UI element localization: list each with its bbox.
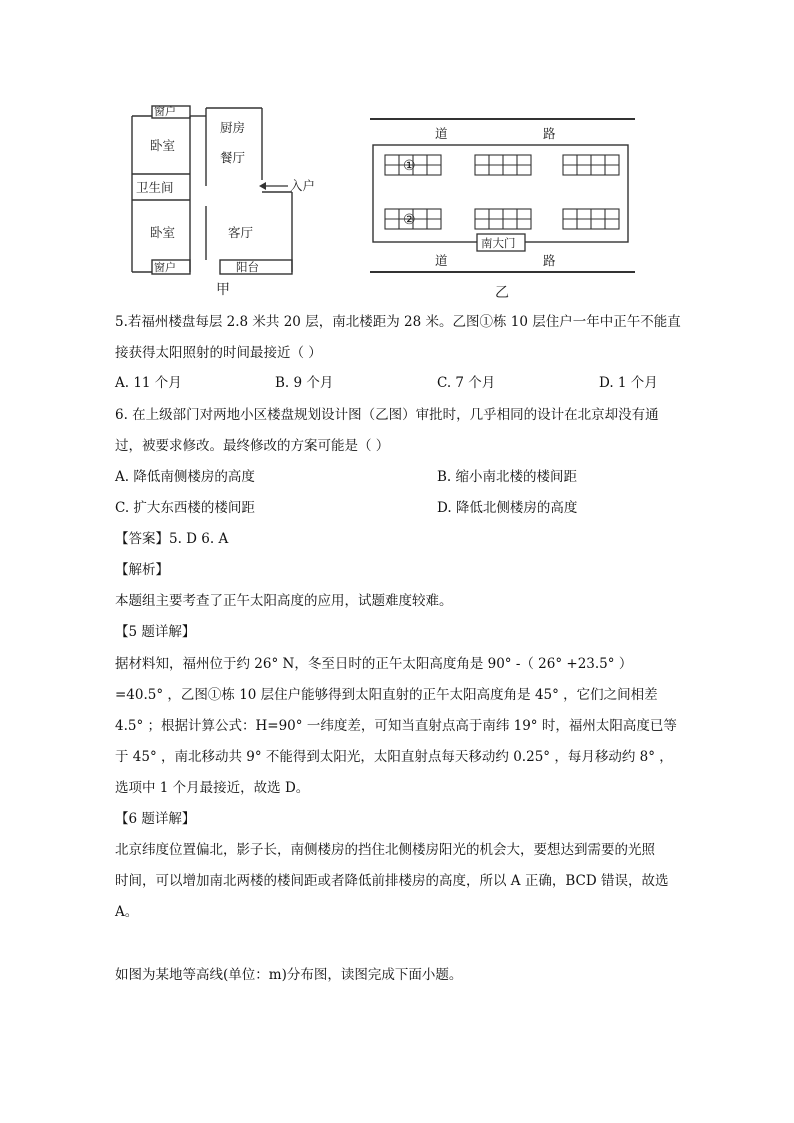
q5-option-d: D. 1 个月 [599, 375, 658, 391]
q5-stem-line1: 5.若福州楼盘每层 2.8 米共 20 层，南北楼距为 28 米。乙图①栋 10 层住户一年中正午不能直 [115, 314, 681, 330]
detail5-line5: 选项中 1 个月最接近，故选 D。 [115, 780, 310, 796]
arrow-head-icon [259, 182, 266, 190]
building-1-label: ① [403, 158, 416, 174]
window-top-label: 窗户 [154, 105, 176, 118]
entrance-label: 入户 [290, 178, 316, 193]
q6-option-d: D. 降低北侧楼房的高度 [437, 500, 578, 516]
bedroom-top-label: 卧室 [150, 138, 176, 153]
q6-stem-line2: 过，被要求修改。最终修改的方案可能是（ ） [115, 438, 390, 454]
floor-plan-svg [128, 100, 328, 300]
figure-floor-plan [128, 100, 328, 300]
q5-option-a: A. 11 个月 [115, 375, 182, 391]
figure-yi-caption: 乙 [495, 285, 509, 301]
figure-site-plan [365, 112, 640, 302]
living-room-label: 客厅 [228, 225, 254, 240]
q5-stem-line2: 接获得太阳照射的时间最接近（ ） [115, 345, 322, 361]
analysis-text: 本题组主要考查了正午太阳高度的应用，试题难度较难。 [115, 593, 453, 609]
road-top-right-label: 路 [543, 126, 556, 141]
bedroom-bottom-label: 卧室 [150, 225, 176, 240]
answer-line: 【答案】5. D 6. A [115, 531, 229, 547]
q5-option-c: C. 7 个月 [437, 375, 496, 391]
dining-label: 餐厅 [220, 150, 246, 165]
detail5-line3: 4.5° ；根据计算公式：H=90° 一纬度差，可知当直射点高于南纬 19° 时，福州太阳高度已等 [115, 718, 677, 734]
road-top-left-label: 道 [435, 126, 448, 141]
q6-option-c: C. 扩大东西楼的楼间距 [115, 500, 255, 516]
analysis-heading: 【解析】 [115, 562, 169, 578]
detail5-line4: 于 45° ，南北移动共 9° 不能得到太阳光，太阳直射点每天移动约 0.25° ，每月移动约 8° ， [115, 749, 673, 765]
bathroom-label: 卫生间 [136, 180, 174, 195]
detail6-line3: A。 [115, 904, 139, 920]
q5-option-b: B. 9 个月 [275, 375, 334, 391]
detail6-heading: 【6 题详解】 [115, 811, 196, 827]
window-bottom-label: 窗户 [154, 261, 176, 274]
detail6-line2: 时间，可以增加南北两楼的楼间距或者降低前排楼房的高度，所以 A 正确，BCD 错误，故选 [115, 873, 669, 889]
site-plan-svg [365, 112, 640, 302]
q6-option-a: A. 降低南侧楼房的高度 [115, 469, 255, 485]
balcony-label: 阳台 [236, 260, 259, 274]
next-question-intro: 如图为某地等高线(单位：m)分布图，读图完成下面小题。 [115, 967, 463, 983]
kitchen-label: 厨房 [220, 120, 246, 135]
q6-stem-line1: 6. 在上级部门对两地小区楼盘规划设计图（乙图）审批时，几乎相同的设计在北京却没有通 [115, 407, 659, 423]
q6-option-b: B. 缩小南北楼的楼间距 [437, 469, 578, 485]
detail5-heading: 【5 题详解】 [115, 624, 196, 640]
detail6-line1: 北京纬度位置偏北，影子长，南侧楼房的挡住北侧楼房阳光的机会大，要想达到需要的光照 [115, 842, 655, 858]
detail5-line2: =40.5° ，乙图①栋 10 层住户能够得到太阳直射的正午太阳高度角是 45° ，它们之间相差 [115, 687, 658, 703]
road-bottom-left-label: 道 [435, 253, 448, 268]
detail5-line1: 据材料知，福州位于约 26° N，冬至日时的正午太阳高度角是 90° -（ 26° +23.5° ） [115, 656, 633, 672]
figure-jia-caption: 甲 [216, 282, 230, 298]
south-gate-label: 南大门 [481, 236, 516, 250]
road-bottom-right-label: 路 [543, 253, 556, 268]
building-2-label: ② [403, 212, 416, 228]
